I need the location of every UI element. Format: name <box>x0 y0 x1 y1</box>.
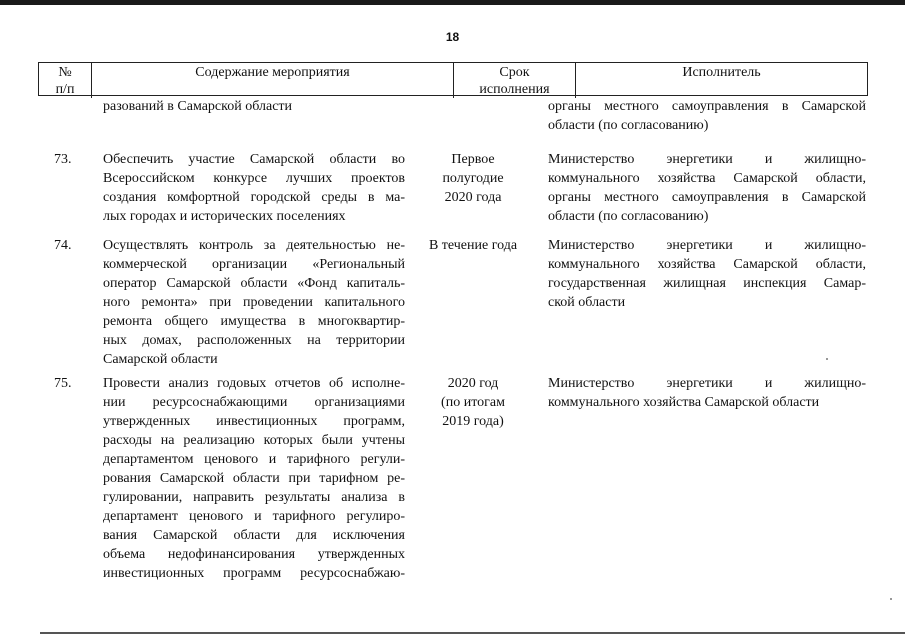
header-executor: Исполнитель <box>682 65 761 80</box>
exec-line: ской области <box>548 295 626 310</box>
row-term <box>412 150 534 207</box>
exec-line: Министерство энергетики и жилищно- <box>548 152 866 167</box>
header-num <box>39 63 92 98</box>
header-term-line1: Срок <box>499 65 530 80</box>
header-num-line1: № <box>58 65 72 80</box>
content-line: ных домах, расположенных на территории <box>103 333 405 348</box>
header-term <box>454 63 576 98</box>
header-content: Содержание мероприятия <box>92 63 454 98</box>
content-line: Всероссийском конкурсе лучших проектов <box>103 171 405 186</box>
row-content <box>103 150 405 226</box>
content-line: департамент ценового и тарифного регулиро- <box>103 509 405 524</box>
content-line: коммерческой организации «Региональный <box>103 257 405 272</box>
exec-line: области (по согласованию) <box>548 118 709 133</box>
term-line: 2020 года <box>444 190 502 205</box>
row-number: 74. <box>54 238 72 253</box>
exec-line: органы местного самоуправления в Самарской <box>548 99 866 114</box>
content-line: Провести анализ годовых отчетов об исполне- <box>103 376 405 391</box>
content-line: Самарской области <box>103 352 218 367</box>
content-line: нии ресурсоснабжающими организациями <box>103 395 405 410</box>
scan-speck <box>890 598 892 600</box>
term-line: полугодие <box>442 171 504 186</box>
content-line: оператор Самарской области «Фонд капиталь- <box>103 276 405 291</box>
header-term-line2: исполнения <box>479 82 550 97</box>
content-line: создания комфортной городской среды в ма- <box>103 190 405 205</box>
content-line: гулировании, направить результаты анализа в <box>103 490 405 505</box>
row-executor <box>548 236 866 312</box>
scan-speck <box>826 358 828 360</box>
content-line: лых городах и исторических поселениях <box>103 209 346 224</box>
row-content <box>103 374 405 583</box>
content-line: ного ремонта» при проведении капитального <box>103 295 405 310</box>
content-line: инвестиционных программ ресурсоснабжаю- <box>103 566 405 581</box>
row-executor <box>548 374 866 412</box>
page-number: 18 <box>445 30 460 44</box>
term-line: 2019 года) <box>442 414 504 429</box>
row-term <box>412 374 534 431</box>
content-line: Осуществлять контроль за деятельностью не- <box>103 238 405 253</box>
scan-bottom-edge <box>40 632 905 634</box>
header-num-line2: п/п <box>55 82 75 97</box>
term-line: 2020 год <box>447 376 499 391</box>
exec-line: коммунального хозяйства Самарской области, <box>548 257 866 272</box>
row-content <box>103 236 405 369</box>
exec-line: государственная жилищная инспекция Самар- <box>548 276 866 291</box>
content-line: утвержденных инвестиционных программ, <box>103 414 405 429</box>
exec-line: коммунального хозяйства Самарской области, <box>548 171 866 186</box>
term-line: Первое <box>451 152 495 167</box>
exec-line: Министерство энергетики и жилищно- <box>548 376 866 391</box>
content-line: ремонта общего имущества в многоквартир- <box>103 314 405 329</box>
term-line: (по итогам <box>441 395 505 410</box>
content-line: расходы на реализацию которых были учтены <box>103 433 405 448</box>
row-executor <box>548 150 866 226</box>
exec-line: области (по согласованию) <box>548 209 709 224</box>
content-line: разований в Самарской области <box>103 99 293 114</box>
term-line: В течение года <box>428 238 518 253</box>
scan-top-edge <box>0 0 905 5</box>
row-number: 75. <box>54 376 72 391</box>
content-line: рования Самарской области при тарифном ре- <box>103 471 405 486</box>
row-term <box>412 236 534 255</box>
row-number: 73. <box>54 152 72 167</box>
exec-line: Министерство энергетики и жилищно- <box>548 238 866 253</box>
content-line: Обеспечить участие Самарской области во <box>103 152 405 167</box>
table-header <box>38 62 868 96</box>
row-executor <box>548 97 866 135</box>
content-line: объема недофинансирования утвержденных <box>103 547 405 562</box>
row-content <box>103 97 405 116</box>
content-line: вания Самарской области для исключения <box>103 528 405 543</box>
content-line: департаментом ценового и тарифного регули- <box>103 452 405 467</box>
exec-line: органы местного самоуправления в Самарской <box>548 190 866 205</box>
exec-line: коммунального хозяйства Самарской области <box>548 395 820 410</box>
